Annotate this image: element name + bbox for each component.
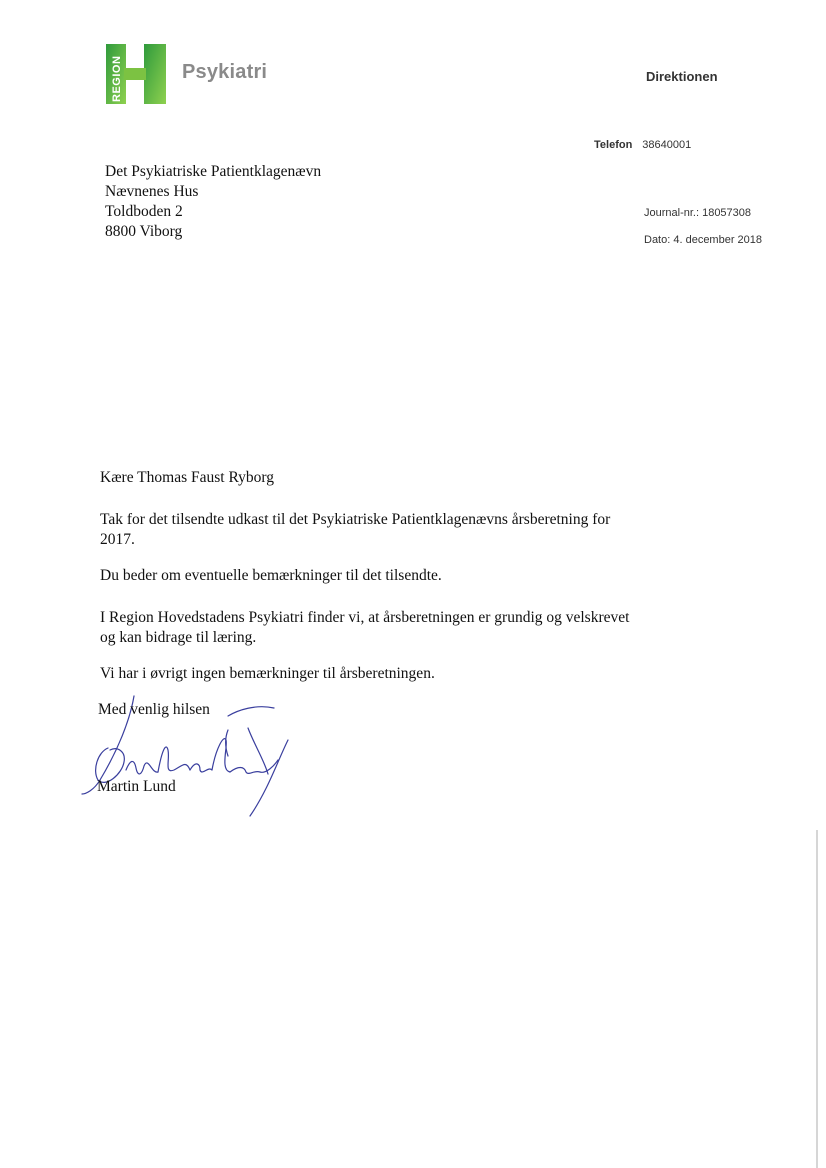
recipient-line: Nævnenes Hus bbox=[105, 183, 199, 200]
closing: Med venlig hilsen bbox=[98, 701, 210, 718]
recipient-line: Det Psykiatriske Patientklagenævn bbox=[105, 163, 322, 180]
signer-name: Martin Lund bbox=[97, 778, 176, 795]
salutation: Kære Thomas Faust Ryborg bbox=[100, 469, 275, 486]
paragraph: Vi har i øvrigt ingen bemærkninger til årsberetningen. bbox=[100, 665, 435, 682]
department-title: Direktionen bbox=[646, 69, 718, 84]
region-logo bbox=[106, 44, 166, 104]
phone-label: Telefon bbox=[594, 139, 633, 151]
recipient-line: Toldboden 2 bbox=[105, 203, 183, 220]
brand-name: Psykiatri bbox=[182, 61, 268, 83]
paragraph: Tak for det tilsendte udkast til det Psykiatriske Patientklagenævns årsberetning for 2017. bbox=[100, 511, 611, 548]
phone-info bbox=[594, 139, 691, 151]
letter-date: Dato: 4. december 2018 bbox=[644, 234, 763, 246]
journal-number: Journal-nr.: 18057308 bbox=[644, 207, 752, 219]
scan-edge-line bbox=[816, 830, 818, 1168]
recipient-line: 8800 Viborg bbox=[105, 223, 183, 240]
phone-value: 38640001 bbox=[642, 139, 692, 151]
svg-text:REGION: REGION bbox=[111, 55, 123, 102]
paragraph: I Region Hovedstadens Psykiatri finder vi, at årsberetningen er grundig og velskrevet og kan bidrage til læring. bbox=[100, 609, 630, 646]
paragraph: Du beder om eventuelle bemærkninger til det tilsendte. bbox=[100, 567, 442, 584]
recipient-address bbox=[105, 162, 321, 242]
